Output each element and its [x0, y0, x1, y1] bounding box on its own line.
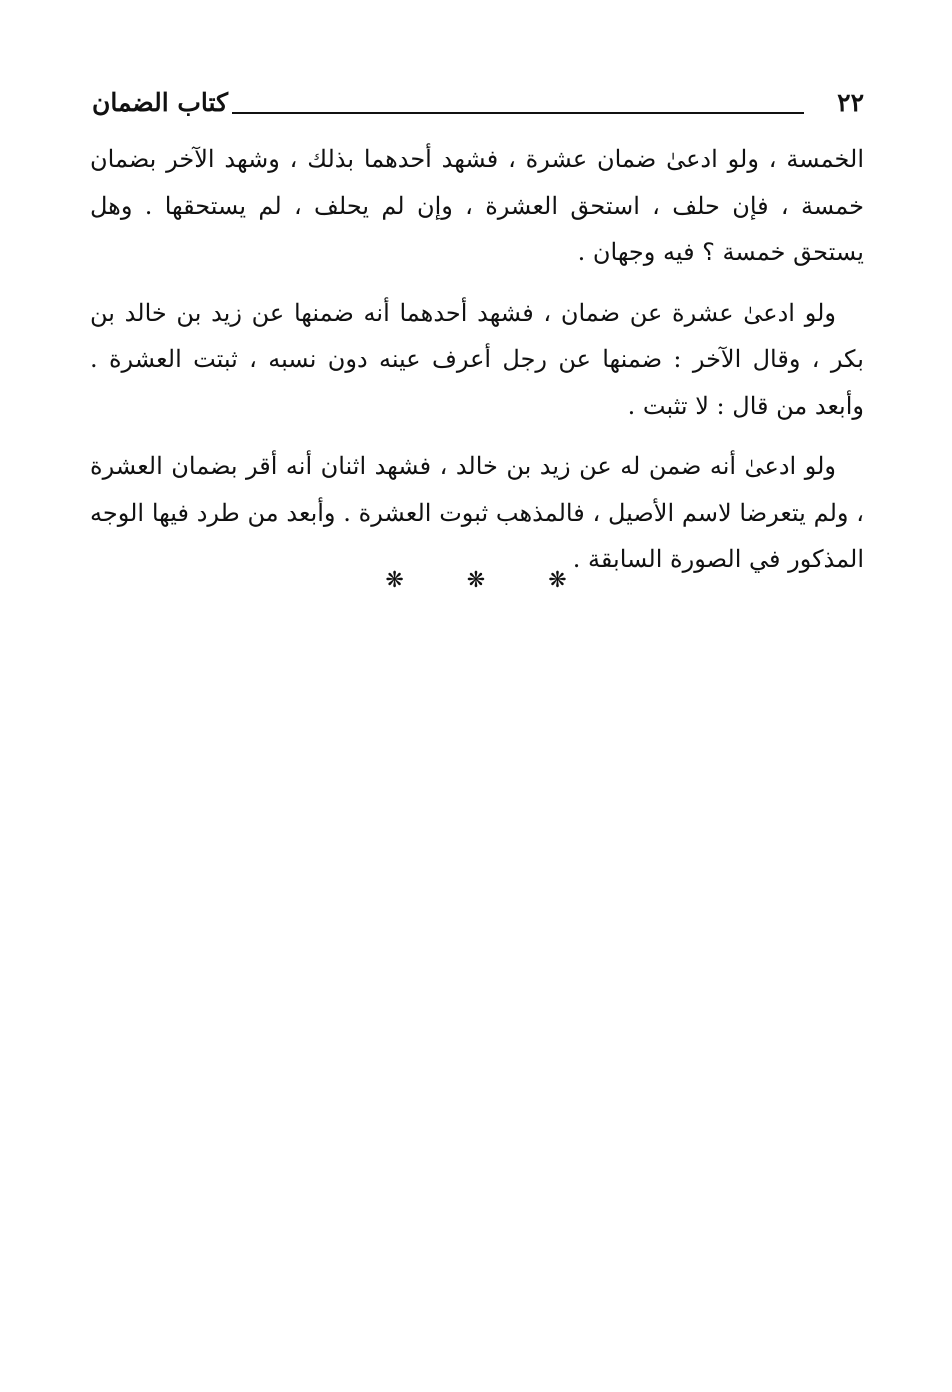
section-separator: ❋ ❋ ❋ — [385, 568, 595, 593]
running-title: كتاب الضمان — [92, 88, 228, 117]
paragraph-continued: الخمسة ، ولو ادعىٰ ضمان عشرة ، فشهد أحدهما بذلك ، وشهد الآخر بضمان خمسة ، فإن حلف ، استحق العشرة ، وإن لم يحلف ، لم يستحقها . وهل يستحق خمسة ؟ فيه وجهان . — [90, 145, 864, 266]
page-header — [92, 86, 864, 126]
page-number: ٢٢ — [837, 88, 864, 117]
paragraph: ولو ادعىٰ أنه ضمن له عن زيد بن خالد ، فشهد اثنان أنه أقر بضمان العشرة ، ولم يتعرضا لاسم الأصيل ، فالمذهب ثبوت العشرة . وأبعد من طرد فيها الوجه المذكور في الصورة السابقة . — [90, 452, 864, 573]
main-text — [90, 136, 864, 597]
paragraph: ولو ادعىٰ عشرة عن ضمان ، فشهد أحدهما أنه ضمنها عن زيد بن خالد بن بكر ، وقال الآخر : ضمنها عن رجل أعرف عينه دون نسبه ، ثبتت العشرة . وأبعد من قال : لا تثبت . — [90, 298, 864, 420]
header-rule — [232, 112, 804, 114]
